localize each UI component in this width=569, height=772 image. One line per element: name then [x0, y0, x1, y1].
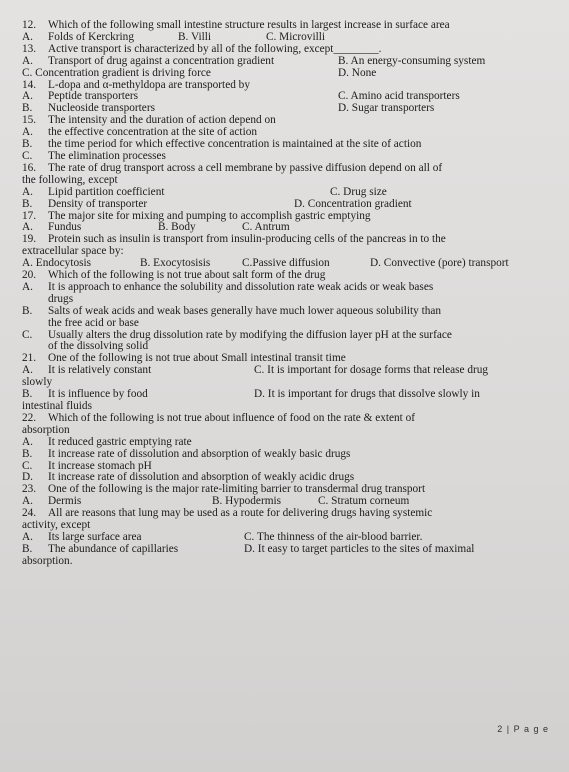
option-a: It is relatively constant — [48, 364, 152, 377]
question-23 — [22, 484, 547, 508]
question-number: 19. — [22, 233, 37, 246]
option-b: B. Exocytosisis — [140, 257, 211, 270]
option-d-continued: intestinal fluids — [22, 400, 92, 412]
option-c-continued: of the dissolving solid — [48, 340, 149, 353]
option-key: A. — [22, 30, 33, 43]
question-21 — [22, 353, 547, 413]
option-a: Folds of Kerckring — [48, 30, 134, 43]
question-text-continued: extracellular space by: — [22, 245, 124, 258]
option-c: It increase stomach pH — [48, 459, 152, 472]
option-d: D. Convective (pore) transport — [370, 257, 509, 270]
option-d: D. Sugar transporters — [338, 102, 435, 115]
option-key: A. — [22, 530, 33, 543]
option-key: A. — [22, 185, 33, 198]
question-text: Which of the following small intestine structure results in largest increase in surface area — [48, 19, 450, 31]
option-c: C. It is important for dosage forms that release drug — [254, 364, 489, 377]
option-b: It is influence by food — [48, 388, 148, 401]
option-key: A. — [22, 54, 33, 67]
option-b: B. Villi — [178, 30, 212, 43]
question-text-continued: activity, except — [22, 519, 91, 532]
option-c: C.Passive diffusion — [242, 257, 330, 270]
question-12 — [22, 20, 547, 44]
option-key: A. — [22, 90, 33, 103]
option-a: Peptide transporters — [48, 90, 139, 103]
option-b: B. Body — [158, 221, 196, 234]
question-text: One of the following is not true about Small intestinal transit time — [48, 352, 346, 365]
option-a: Its large surface area — [48, 530, 142, 543]
option-d-continued: absorption. — [22, 554, 73, 567]
question-number: 13. — [22, 42, 37, 55]
question-text: The major site for mixing and pumping to accomplish gastric emptying — [48, 209, 371, 222]
page-number: 2 | P a g e — [497, 724, 549, 734]
option-key: C. — [22, 149, 33, 162]
option-key: A. — [22, 435, 33, 448]
option-b: Density of transporter — [48, 197, 148, 210]
option-b: B. Hypodermis — [212, 495, 282, 508]
option-d: D. Concentration gradient — [294, 197, 412, 210]
option-c: The elimination processes — [48, 149, 166, 162]
option-a: Transport of drug against a concentration gradient — [48, 54, 275, 67]
question-number: 17. — [22, 209, 37, 222]
option-key: C. — [22, 328, 33, 341]
option-key: A. — [22, 221, 33, 234]
option-a: Fundus — [48, 221, 82, 234]
option-d: D. None — [338, 66, 377, 79]
option-a: It is approach to enhance the solubility and dissolution rate weak acids or weak bases — [48, 280, 434, 293]
option-key: A. — [22, 495, 33, 508]
option-key: B. — [22, 388, 33, 401]
option-c: C. Microvilli — [266, 30, 325, 43]
option-key: A. — [22, 364, 33, 377]
question-number: 15. — [22, 114, 37, 127]
option-b: The abundance of capillaries — [48, 542, 179, 555]
option-d: It increase rate of dissolution and absorption of weakly acidic drugs — [48, 471, 355, 484]
option-key: A. — [22, 280, 33, 293]
option-c-continued: slowly — [22, 376, 53, 389]
option-c: C. The thinness of the air-blood barrier. — [244, 530, 423, 543]
option-a-continued: drugs — [48, 292, 74, 305]
question-14 — [22, 80, 547, 116]
option-key: B. — [22, 197, 33, 210]
question-13 — [22, 44, 547, 80]
question-number: 24. — [22, 507, 37, 520]
option-c: C. Drug size — [330, 185, 387, 198]
option-b: It increase rate of dissolution and absorption of weakly basic drugs — [48, 447, 351, 460]
option-key: D. — [22, 471, 33, 484]
question-text: One of the following is the major rate-limiting barrier to transdermal drug transport — [48, 483, 426, 496]
question-number: 22. — [22, 411, 37, 424]
option-key: A. — [22, 126, 33, 139]
question-text-continued: absorption — [22, 423, 70, 436]
question-text: Which of the following is not true about salt form of the drug — [48, 269, 326, 282]
question-list — [22, 20, 547, 568]
option-a: the effective concentration at the site of action — [48, 126, 258, 139]
option-c: Usually alters the drug dissolution rate by modifying the diffusion layer pH at the surface — [48, 328, 452, 341]
question-text: All are reasons that lung may be used as a route for delivering drugs having systemic — [48, 507, 433, 520]
option-key: B. — [22, 102, 33, 115]
question-17 — [22, 211, 547, 235]
option-key: B. — [22, 447, 33, 460]
question-20 — [22, 270, 547, 353]
question-text-continued: the following, except — [22, 173, 118, 186]
option-key: B. — [22, 138, 33, 151]
question-15 — [22, 115, 547, 163]
question-number: 14. — [22, 78, 37, 91]
option-b: B. An energy-consuming system — [338, 54, 486, 67]
question-number: 16. — [22, 161, 37, 174]
question-24 — [22, 508, 547, 568]
question-text: Protein such as insulin is transport from insulin-producing cells of the pancreas in to the — [48, 233, 446, 246]
option-key: C. — [22, 459, 33, 472]
option-c: C. Stratum corneum — [318, 495, 410, 508]
question-number: 21. — [22, 352, 37, 365]
option-a: A. Endocytosis — [22, 257, 92, 270]
question-number: 12. — [22, 19, 37, 31]
option-b: Salts of weak acids and weak bases generally have much lower aqueous solubility than — [48, 304, 442, 317]
question-number: 23. — [22, 483, 37, 496]
question-16 — [22, 163, 547, 211]
option-b: the time period for which effective concentration is maintained at the site of action — [48, 138, 422, 151]
question-text: Active transport is characterized by all of the following, except________. — [48, 42, 382, 55]
option-key: B. — [22, 542, 33, 555]
option-b: Nucleoside transporters — [48, 102, 155, 115]
option-d: D. It is important for drugs that dissolve slowly in — [254, 388, 480, 401]
question-22 — [22, 413, 547, 484]
question-19 — [22, 234, 547, 270]
option-a: Dermis — [48, 495, 82, 508]
question-text: L-dopa and α-methyldopa are transported by — [48, 78, 250, 91]
option-key: B. — [22, 304, 33, 317]
option-a: Lipid partition coefficient — [48, 185, 165, 198]
option-c: C. Amino acid transporters — [338, 90, 460, 103]
option-a: It reduced gastric emptying rate — [48, 435, 192, 448]
question-number: 20. — [22, 269, 37, 282]
question-text: Which of the following is not true about influence of food on the rate & extent of — [48, 411, 416, 424]
question-text: The rate of drug transport across a cell membrane by passive diffusion depend on all of — [48, 161, 443, 174]
question-text: The intensity and the duration of action depend on — [48, 114, 276, 127]
option-c: C. Concentration gradient is driving force — [22, 66, 211, 79]
option-d: D. It easy to target particles to the sites of maximal — [244, 542, 475, 555]
option-b-continued: the free acid or base — [48, 316, 139, 329]
option-c: C. Antrum — [242, 221, 290, 234]
